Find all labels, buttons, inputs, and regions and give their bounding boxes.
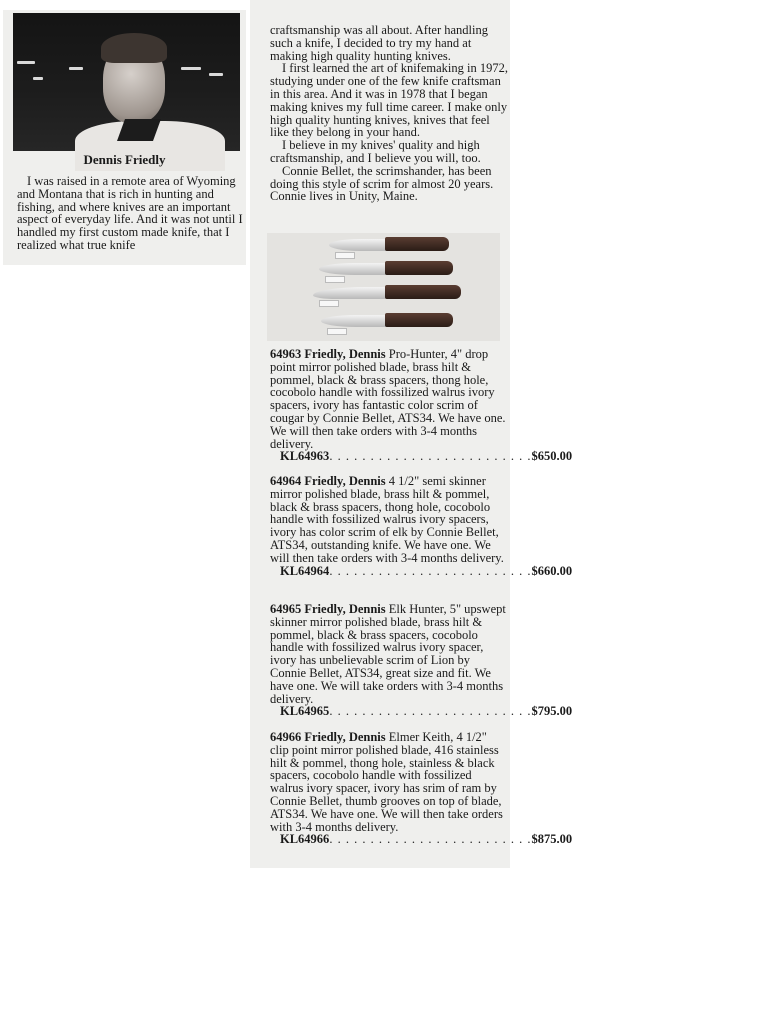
price-line bbox=[280, 832, 573, 847]
listing-64965 bbox=[270, 602, 573, 719]
listing-description: Elk Hunter, 5" upswept skinner mirror polished blade, brass hilt & pommel, black & brass spacers, cocobolo handle with fossilized walrus ivory spacer, ivory has unbelievable scrim of Lion by Connie Bellet, ATS34, great size and fit. We have one. We will take orders with 3-4 months delivery. bbox=[270, 602, 506, 706]
dot-leader: . . . . . . . . . . . . . . . . . . . . . . . . . bbox=[329, 563, 532, 578]
listing-64963 bbox=[270, 347, 573, 464]
intro-text bbox=[270, 24, 508, 203]
dot-leader: . . . . . . . . . . . . . . . . . . . . . . . . . bbox=[329, 449, 532, 464]
price-line bbox=[280, 449, 573, 464]
bio-paragraph: I was raised in a remote area of Wyoming and Montana that is rich in hunting and fishing, and where knives are an important aspect of everyday life. And it was not until I handled my first custom made knife, that I realized what true knife bbox=[17, 174, 243, 252]
listing-64966 bbox=[270, 730, 573, 847]
listing-title: 64963 Friedly, Dennis bbox=[270, 347, 386, 361]
item-code: KL64965 bbox=[280, 704, 330, 719]
photo-caption: Dennis Friedly bbox=[83, 152, 166, 167]
intro-paragraph-1: craftsmanship was all about. After handling such a knife, I decided to try my hand at making high quality hunting knives. bbox=[270, 23, 488, 63]
item-code: KL64963 bbox=[280, 449, 330, 464]
knives-photo bbox=[267, 233, 500, 341]
dot-leader: . . . . . . . . . . . . . . . . . . . . . . . . . bbox=[329, 832, 532, 847]
intro-paragraph-2: I first learned the art of knifemaking in 1972, studying under one of the few knife craftsman in this area. And it was in 1978 that I began making knives my full time career. I make only high quality hunting knives, knives that feel like they belong in your hand. bbox=[270, 61, 508, 140]
catalog-column bbox=[250, 0, 573, 868]
listing-description: 4 1/2" semi skinner mirror polished blade, brass hilt & pommel, black & brass spacers, thong hole, cocobolo handle with fossilized walrus ivory spacers, ivory has color scrim of elk by Connie Bellet, ATS34, outstanding knife. We have one. We will then take orders with 3-4 months delivery. bbox=[270, 474, 504, 565]
item-code: KL64964 bbox=[280, 563, 330, 578]
dot-leader: . . . . . . . . . . . . . . . . . . . . . . . . . bbox=[329, 704, 532, 719]
price-line bbox=[280, 563, 573, 578]
knife-image-1 bbox=[329, 235, 449, 259]
listing-title: 64965 Friedly, Dennis bbox=[270, 602, 386, 616]
intro-paragraph-4: Connie Bellet, the scrimshander, has been doing this style of scrim for almost 20 years. Connie lives in Unity, Maine. bbox=[270, 163, 494, 204]
listing-title: 64964 Friedly, Dennis bbox=[270, 474, 386, 488]
item-price: $795.00 bbox=[531, 704, 573, 719]
knife-image-2 bbox=[319, 259, 454, 283]
knife-image-4 bbox=[321, 311, 453, 335]
item-price: $875.00 bbox=[531, 832, 573, 847]
listing-64964 bbox=[270, 474, 573, 578]
maker-bio-clipping bbox=[3, 10, 246, 265]
knife-image-3 bbox=[313, 283, 461, 307]
listing-description: Elmer Keith, 4 1/2" clip point mirror polished blade, 416 stainless hilt & pommel, thong hole, stainless & black spacers, cocobolo handle with fossilized walrus ivory spacer, ivory has srim of ram by Connie Bellet, thumb grooves on top of blade, ATS34. We have one. We will then take orders with 3-4 months delivery. bbox=[270, 730, 503, 834]
listing-title: 64966 Friedly, Dennis bbox=[270, 730, 386, 744]
item-price: $660.00 bbox=[531, 563, 573, 578]
item-price: $650.00 bbox=[531, 449, 573, 464]
listing-description: Pro-Hunter, 4" drop point mirror polished blade, brass hilt & pommel, black & brass spacers, thong hole, cocobolo handle with fossilized walrus ivory spacers, ivory has fantastic color scrim of cougar by Connie Bellet, ATS34. We have one. We will then take orders with 3-4 months delivery. bbox=[270, 347, 506, 451]
price-line bbox=[280, 704, 573, 719]
intro-paragraph-3: I believe in my knives' quality and high craftsmanship, and I believe you will, too. bbox=[270, 138, 481, 165]
maker-portrait-photo bbox=[13, 13, 240, 151]
item-code: KL64966 bbox=[280, 832, 330, 847]
